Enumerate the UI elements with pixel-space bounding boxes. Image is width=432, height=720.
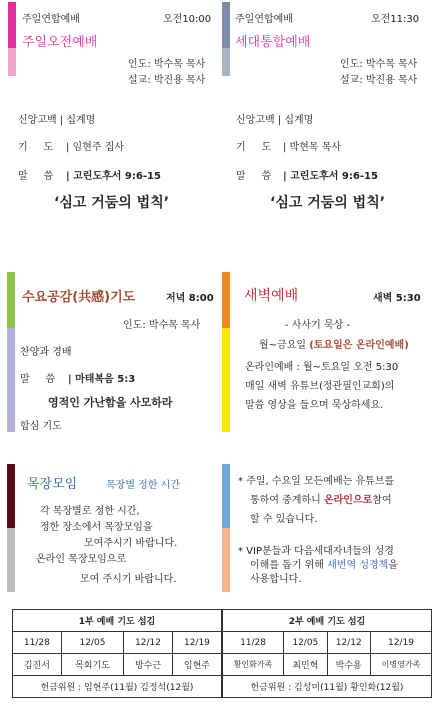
date-cell: 12/12 bbox=[124, 632, 173, 654]
notice-accent-bar bbox=[222, 464, 230, 528]
svc2-leader: 인도: 박수목 목사 bbox=[340, 59, 418, 70]
notice2-particle: 을 bbox=[388, 560, 398, 571]
svc1-name: 주일오전예배 bbox=[22, 35, 98, 50]
first-service-title: 1부 예배 기도 섬김 bbox=[13, 610, 222, 632]
svc1-word-label: 말 씀 bbox=[18, 171, 54, 182]
cell-name: 목장모임 bbox=[27, 477, 78, 492]
notice2-text: 이해를 돕기 위해 bbox=[250, 560, 328, 571]
svc1-time: 오전10:00 bbox=[163, 14, 212, 25]
dawn-accent-bar bbox=[222, 272, 230, 328]
dawn-accent-bar-light bbox=[222, 328, 230, 432]
svc2-creed: 신앙고백 | 십계명 bbox=[236, 115, 314, 126]
svc2-sermon: ‘심고 거둠의 법칙’ bbox=[270, 195, 386, 211]
second-service-title: 2부 예배 기도 섬김 bbox=[222, 610, 432, 632]
svc2-prayer: | 박현목 목사 bbox=[283, 142, 342, 153]
wed-time: 저녁 8:00 bbox=[166, 293, 214, 304]
dawn-time: 새벽 5:30 bbox=[373, 293, 421, 304]
dawn-line1: 온라인예배 : 월~토요일 오전 5:30 bbox=[245, 362, 399, 373]
cell-line3: 모여주시기 바랍니다. bbox=[84, 538, 178, 549]
wed-title: 영적인 가난함을 사모하라 bbox=[48, 396, 173, 409]
svc1-word: | 고린도후서 9:6-15 bbox=[66, 171, 161, 182]
offering-committee-2: 헌금위원 : 김성미(11월) 황인화(12월) bbox=[222, 676, 432, 698]
svc2-time: 오전11:30 bbox=[371, 14, 420, 25]
cell-sub: 목장별 정한 시간 bbox=[106, 480, 180, 491]
svc1-prayer: | 임현주 집사 bbox=[66, 142, 125, 153]
cell-line5: 모여 주시기 바랍니다. bbox=[80, 574, 177, 585]
table-row-names bbox=[13, 654, 432, 676]
name-cell: 김진서 bbox=[13, 654, 62, 676]
name-cell: 박수용 bbox=[327, 654, 370, 676]
notice-accent-bar-light bbox=[222, 528, 230, 592]
name-cell: 임현주 bbox=[172, 654, 222, 676]
dawn-name: 새벽예배 bbox=[244, 288, 299, 304]
wed-pray: 합심 기도 bbox=[20, 421, 62, 432]
wed-name: 수요공감(共感)기도 bbox=[22, 290, 136, 305]
wed-word: | 마태복음 5:3 bbox=[68, 374, 136, 385]
notice1-line3: 할 수 있습니다. bbox=[250, 514, 318, 525]
date-cell: 12/12 bbox=[327, 632, 370, 654]
name-cell: 목회기도 bbox=[61, 654, 123, 676]
svc2-word-label: 말 씀 bbox=[236, 171, 272, 182]
wed-word-label: 말 씀 bbox=[20, 374, 56, 385]
svc1-category: 주일연합예배 bbox=[22, 14, 80, 25]
svc2-category: 주일연합예배 bbox=[235, 14, 293, 25]
notice1-online: 온라인으로 bbox=[323, 495, 373, 506]
table-row-dates bbox=[13, 632, 432, 654]
svc1-preacher: 설교: 박진용 목사 bbox=[128, 75, 206, 86]
notice2-line2 bbox=[250, 556, 398, 571]
name-cell: 최민혁 bbox=[284, 654, 327, 676]
table-header-row bbox=[13, 610, 432, 632]
cell-line4: 온라인 목장모임으로 bbox=[36, 554, 127, 565]
dawn-days-weekday: 월~금요일 bbox=[259, 340, 310, 351]
notice1-join: 참여 bbox=[372, 495, 392, 506]
cell-accent-bar-light bbox=[7, 528, 15, 592]
svc1-leader: 인도: 박수목 목사 bbox=[128, 59, 206, 70]
cell-line1: 각 목장별로 정한 시간, bbox=[40, 506, 140, 517]
dawn-line3: 말씀 영상을 들으며 묵상하세요. bbox=[245, 400, 384, 411]
date-cell: 12/19 bbox=[370, 632, 431, 654]
date-cell: 11/28 bbox=[13, 632, 62, 654]
wed-accent-bar-light bbox=[7, 328, 15, 432]
cell-accent-bar bbox=[7, 464, 15, 528]
date-cell: 12/19 bbox=[172, 632, 222, 654]
notice2-line1: * VIP분들과 다음세대자녀들의 성경 bbox=[238, 546, 394, 557]
date-cell: 11/28 bbox=[222, 632, 284, 654]
notice2-bible: 새번역 성경책 bbox=[327, 560, 389, 571]
notice2-line3: 사용합니다. bbox=[250, 574, 302, 585]
dawn-line2: 매일 새벽 유튜브(정관필인교회)의 bbox=[245, 381, 395, 392]
date-cell: 12/05 bbox=[284, 632, 327, 654]
svc2-accent-bar-light bbox=[222, 48, 230, 76]
name-cell: 방수근 bbox=[124, 654, 173, 676]
cell-line2: 정한 장소에서 목장모임을 bbox=[40, 522, 153, 533]
svc1-sermon: ‘심고 거둠의 법칙’ bbox=[54, 195, 170, 211]
wed-leader: 인도: 박수목 목사 bbox=[123, 320, 201, 331]
svc2-prayer-label: 기 도 bbox=[236, 142, 272, 153]
date-cell: 12/05 bbox=[61, 632, 123, 654]
wed-hymn: 찬양과 경배 bbox=[20, 347, 72, 358]
svc1-creed: 신앙고백 | 십계명 bbox=[18, 115, 96, 126]
offering-committee-1: 헌금위원 : 임현주(11월) 김정석(12월) bbox=[13, 676, 222, 698]
svc2-preacher: 설교: 박진용 목사 bbox=[340, 75, 418, 86]
svc1-accent-bar-light bbox=[8, 48, 16, 76]
dawn-days bbox=[259, 336, 409, 351]
notice1-text: 통하여 중계하니 bbox=[250, 495, 324, 506]
svc1-accent-bar bbox=[8, 2, 16, 48]
svc2-name: 세대통합예배 bbox=[235, 35, 311, 50]
prayer-schedule-table bbox=[12, 609, 432, 698]
name-cell: 이병영가족 bbox=[370, 654, 431, 676]
svc1-prayer-label: 기 도 bbox=[18, 142, 54, 153]
notice1-line1: * 주일, 수요일 모든예배는 유튜브를 bbox=[238, 476, 395, 487]
table-row-offering bbox=[13, 676, 432, 698]
dawn-subtitle: - 사사기 묵상 - bbox=[285, 320, 351, 331]
notice1-line2 bbox=[250, 491, 392, 506]
svc2-word: | 고린도후서 9:6-15 bbox=[283, 171, 378, 182]
svc2-accent-bar bbox=[222, 2, 230, 48]
wed-accent-bar bbox=[7, 272, 15, 328]
name-cell: 황인화가족 bbox=[222, 654, 284, 676]
dawn-days-saturday: (토요일은 온라인예배) bbox=[309, 340, 409, 351]
